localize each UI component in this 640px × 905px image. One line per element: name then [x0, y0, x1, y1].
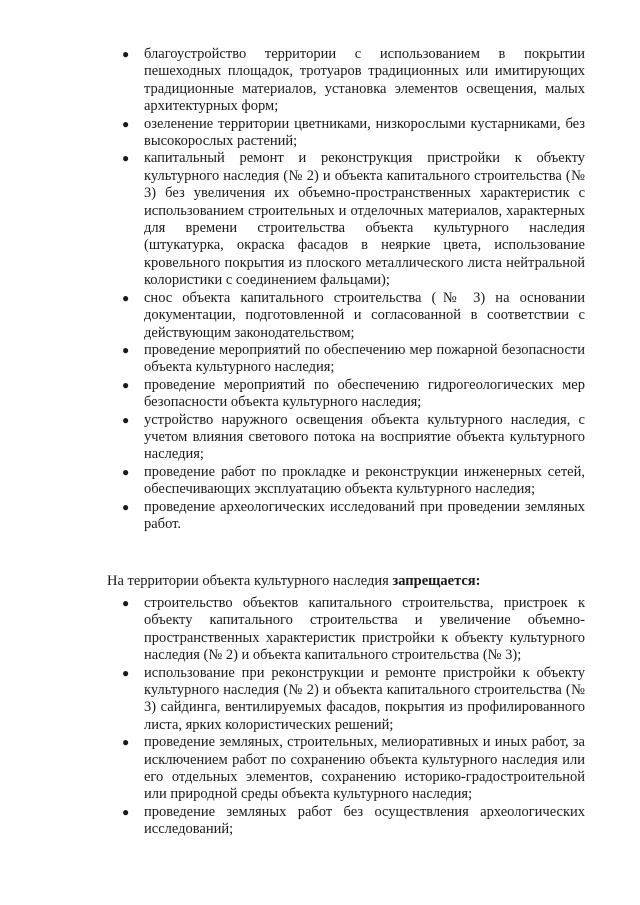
allowed-activities-list — [144, 46, 585, 533]
list-item-text: озеленение территории цветниками, низкорослыми кустарниками, без высокорослых растений; — [144, 115, 585, 150]
list-item-text: использование при реконструкции и ремонте пристройки к объекту культурного наследия (№ 2) и объекта капитального строительства (№ 3) сайдинга, вентилируемых фасадов, покрытия из профилированного листа, ярких колористических решений; — [144, 664, 585, 733]
list-item — [144, 464, 585, 499]
list-item-text: проведение земляных работ без осуществления археологических исследований; — [144, 803, 585, 838]
prohibited-intro-emphasis: запрещается: — [392, 573, 481, 589]
bullet-icon — [122, 290, 136, 307]
bullet-icon — [122, 150, 136, 167]
list-item — [144, 342, 585, 377]
list-item-text: проведение мероприятий по обеспечению мер пожарной безопасности объекта культурного наследия; — [144, 341, 585, 376]
list-item — [144, 290, 585, 342]
prohibited-intro-text: На территории объекта культурного наследия — [107, 573, 393, 589]
list-item-text: благоустройство территории с использованием в покрытии пешеходных площадок, тротуаров традиционных или имитирующих традиционные материалов, установка элементов освещения, малых архитектурных форм; — [144, 46, 585, 115]
prohibited-activities-list — [144, 595, 585, 839]
list-item — [144, 804, 585, 839]
list-item-text: строительство объектов капитального строительства, пристроек к объекту капитального строительства и увеличение объемно-пространственных характеристик пристройки к объекту культурного наследия (№ 2) и объекта капитального строительства (№ 3); — [144, 595, 585, 664]
bullet-icon — [122, 464, 136, 481]
list-item — [144, 595, 585, 665]
bullet-icon — [122, 499, 136, 516]
list-item — [144, 46, 585, 116]
list-item — [144, 150, 585, 289]
bullet-icon — [122, 804, 136, 821]
bullet-icon — [122, 665, 136, 682]
list-item — [144, 412, 585, 464]
bullet-icon — [122, 116, 136, 133]
list-item — [144, 499, 585, 534]
list-item-text: проведение археологических исследований при проведении земляных работ. — [144, 498, 585, 532]
bullet-icon — [122, 377, 136, 394]
list-item — [144, 116, 585, 151]
list-item — [144, 734, 585, 804]
prohibited-intro-paragraph — [107, 573, 587, 590]
list-item — [144, 665, 585, 735]
list-item-text: проведение работ по прокладке и реконструкции инженерных сетей, обеспечивающих эксплуатацию объекта культурного наследия; — [144, 463, 585, 498]
bullet-icon — [122, 342, 136, 359]
list-item-text: устройство наружного освещения объекта культурного наследия, с учетом влияния светового потока на восприятие объекта культурного наследия; — [144, 411, 585, 463]
bullet-icon — [122, 595, 136, 612]
list-item-text: капитальный ремонт и реконструкция пристройки к объекту культурного наследия (№ 2) и объекта капитального строительства (№ 3) без увеличения их объемно-пространственных характеристик с использованием строительных и отделочных материалов, характерных для времени строительства объекта культурного наследия (штукатурка, окраска фасадов в неяркие цвета, использование кровельного покрытия из плоского металлического листа нейтральной колористики с соединением фальцами); — [144, 150, 585, 289]
bullet-icon — [122, 412, 136, 429]
bullet-icon — [122, 46, 136, 63]
list-item — [144, 377, 585, 412]
list-item-text: проведение земляных, строительных, мелиоративных и иных работ, за исключением работ по сохранению объекта культурного наследия или его отдельных элементов, сохранению историко-градостроительной или природной среды объекта культурного наследия; — [144, 734, 585, 803]
list-item-text: снос объекта капитального строительства (№ 3) на основании документации, подготовленной и согласованной в соответствии с действующим законодательством; — [144, 289, 585, 341]
list-item-text: проведение мероприятий по обеспечению гидрогеологических мер безопасности объекта культурного наследия; — [144, 376, 585, 411]
bullet-icon — [122, 734, 136, 751]
